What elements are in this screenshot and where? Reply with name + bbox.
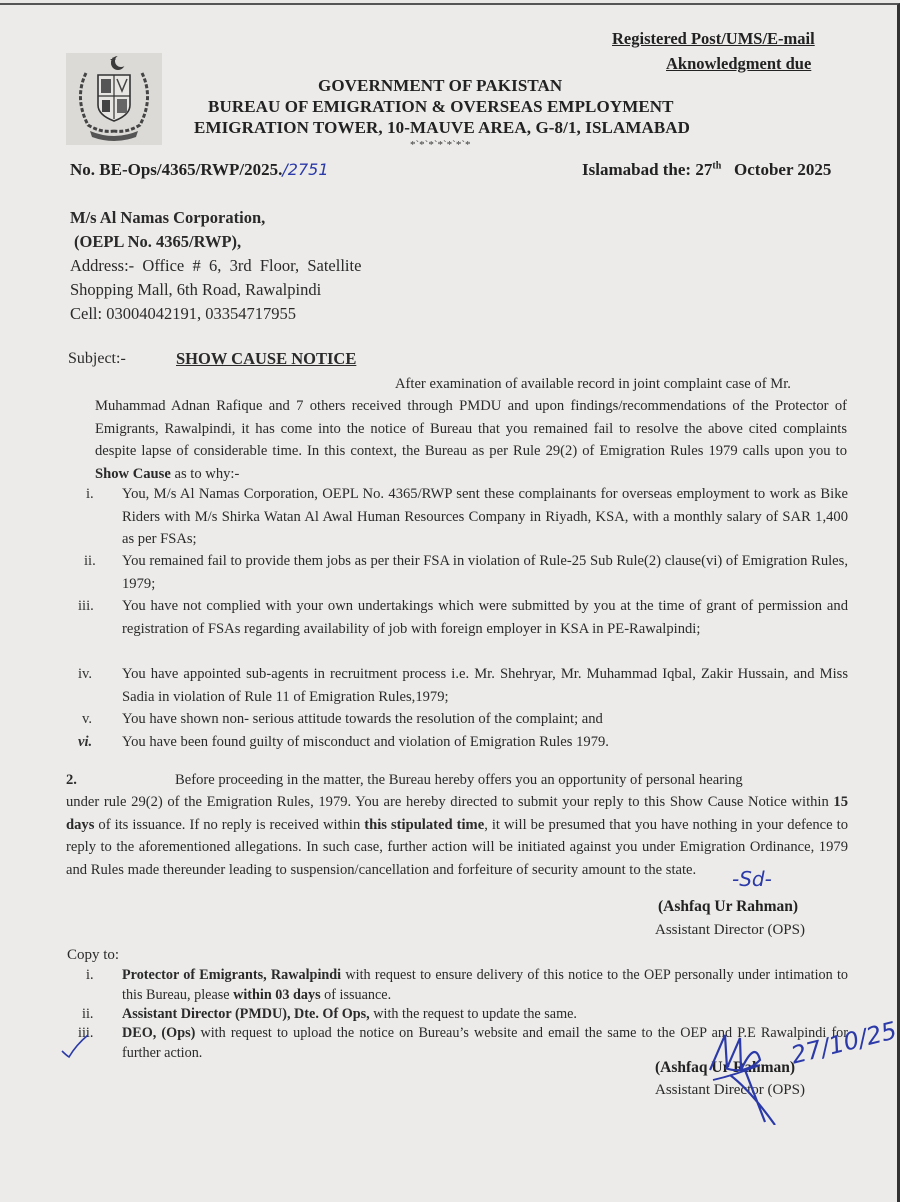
para2-text: , it will be presumed that you have nothing in your defence to reply to the aforementioned allegations. In such case, further action will be initiated against you under Emigration Ordinance, 1979 and Rules made thereunder leading to suspension/cancellation and forfeiture of security amount to the state. [66,816,849,878]
charge-item: You have shown non- serious attitude towards the resolution of the complaint; and [122,711,603,727]
addressee-address-line2: Shopping Mall, 6th Road, Rawalpindi [70,280,322,299]
intro-text: Muhammad Adnan Rafique and 7 others received through PMDU and upon findings/recommendations of the Protector of Emigrants, Rawalpindi, it has come into the notice of Bureau that you remained fail to resolve the above cited complaints despite lapse of considerable time. In this context, the Bureau as per Rule 29(2) of Emigration Rules 1979 calls upon you to [95,398,847,459]
letterhead-address: EMIGRATION TOWER, 10-MAUVE AREA, G-8/1, ISLAMABAD [194,118,691,137]
stipulated-time-emphasis: this stipulated time [364,816,485,833]
charge-item: You have appointed sub-agents in recruitment process i.e. Mr. Shehryar, Mr. Muhammad Iqbal, Zakir Hussain, and Miss Sadia in violation of Rule 11 of Emigration Rules,1979; [122,666,848,705]
addressee-address-line1: Address:- Office # 6, 3rd Floor, Satellite [70,256,362,275]
para2-body [66,791,848,881]
place-date [582,160,831,180]
handwritten-signature-date: 27/10/25 [788,1016,900,1070]
reference-number-text: No. BE-Ops/4365/RWP/2025. [70,160,283,179]
charge-numeral: i. [86,486,94,502]
addressee-cell: Cell: 03004042191, 03354717955 [70,304,296,323]
cc-numeral: i. [86,967,94,983]
cc-text: with the request to update the same. [369,1006,577,1022]
signatory-title-copy: Assistant Director (OPS) [655,1082,805,1098]
signatory-name-copy: (Ashfaq Ur Rahman) [655,1059,796,1076]
addressee-block [70,206,435,326]
intro-first-line: After examination of available record in joint complaint case of Mr. [395,376,791,392]
letterhead-ornament: *`*`*`*`*`*`* [410,139,471,151]
charge-numeral: v. [82,711,92,727]
date-ordinal: th [712,160,722,172]
charge-item: You, M/s Al Namas Corporation, OEPL No. 4365/RWP sent these complainants for overseas employment to work as Bike Riders with M/s Shirka Watan Al Awal Human Resources Company in Riyadh, KSA, with a monthly salary of SAR 1,400 as per FSAs; [122,486,848,547]
cc-text: of issuance. [320,986,392,1003]
charge-item: You have been found guilty of misconduct and violation of Emigration Rules 1979. [122,734,609,750]
addressee-name: M/s Al Namas Corporation, [70,208,266,227]
para2-first-line: Before proceeding in the matter, the Bureau hereby offers you an opportunity of personal hearing [175,772,743,788]
cc-item [122,966,848,1005]
reply-deadline: 15 days [66,794,848,833]
para2-text: of its issuance. If no reply is received within [94,816,365,833]
letterhead-bureau: BUREAU OF EMIGRATION & OVERSEAS EMPLOYMENT [208,97,674,116]
cc-recipient: Assistant Director (PMDU), Dte. Of Ops, [122,1006,370,1022]
signatory-name: (Ashfaq Ur Rahman) [658,898,799,915]
para2-number: 2. [66,772,77,788]
cc-recipient: DEO, (Ops) [122,1025,196,1041]
place-date-prefix: Islamabad the: 27 [582,160,713,179]
charge-numeral: iv. [78,666,93,682]
show-cause-emphasis: Show Cause [95,465,171,482]
state-emblem-icon [66,53,162,145]
handwritten-dispatch-number: /2751 [282,160,329,179]
document-page [0,3,900,1202]
cc-numeral: ii. [82,1006,94,1022]
subject-title: SHOW CAUSE NOTICE [176,349,357,368]
cc-recipient: Protector of Emigrants, Rawalpindi [122,967,342,983]
checkmark-icon [60,1033,90,1064]
charge-numeral: vi. [78,734,93,750]
acknowledgment-note: Aknowledgment due [666,54,812,73]
addressee-license: (OEPL No. 4365/RWP), [74,232,242,251]
charge-numeral: iii. [78,598,94,614]
reference-number [70,160,329,180]
cc-text: with request to ensure delivery of this notice to the OEP personally under intimation to this Bureau, please [122,967,848,1003]
intro-tail: as to why:- [170,465,240,482]
subject-label: Subject:- [68,350,126,367]
handwritten-sd-mark: -Sd- [732,867,772,891]
charge-item: You remained fail to provide them jobs as per their FSA in violation of Rule-25 Sub Rule(2) clause(vi) of Emigration Rules, 1979; [122,553,848,592]
cc-deadline: within 03 days [233,986,321,1003]
para2-text: under rule 29(2) of the Emigration Rules, 1979. You are hereby directed to submit your reply to this Show Cause Notice within [66,794,834,810]
intro-paragraph [95,395,847,485]
charge-item: You have not complied with your own undertakings which were submitted by you at the time of grant of permission and registration of FSAs regarding availability of job with foreign employer in KSA in PE-Rawalpindi; [122,598,848,637]
delivery-mode: Registered Post/UMS/E-mail [612,29,815,48]
cc-text: with request to upload the notice on Bureau’s website and email the same to the OEP and P.E Rawalpindi for further action. [122,1025,848,1061]
cc-item [122,1005,848,1025]
charge-numeral: ii. [84,553,96,569]
signatory-title: Assistant Director (OPS) [655,922,805,938]
cc-numeral: iii. [78,1025,94,1041]
letterhead-government: GOVERNMENT OF PAKISTAN [318,76,563,95]
date-month-year: October 2025 [734,160,832,179]
copy-to-label: Copy to: [67,947,120,963]
